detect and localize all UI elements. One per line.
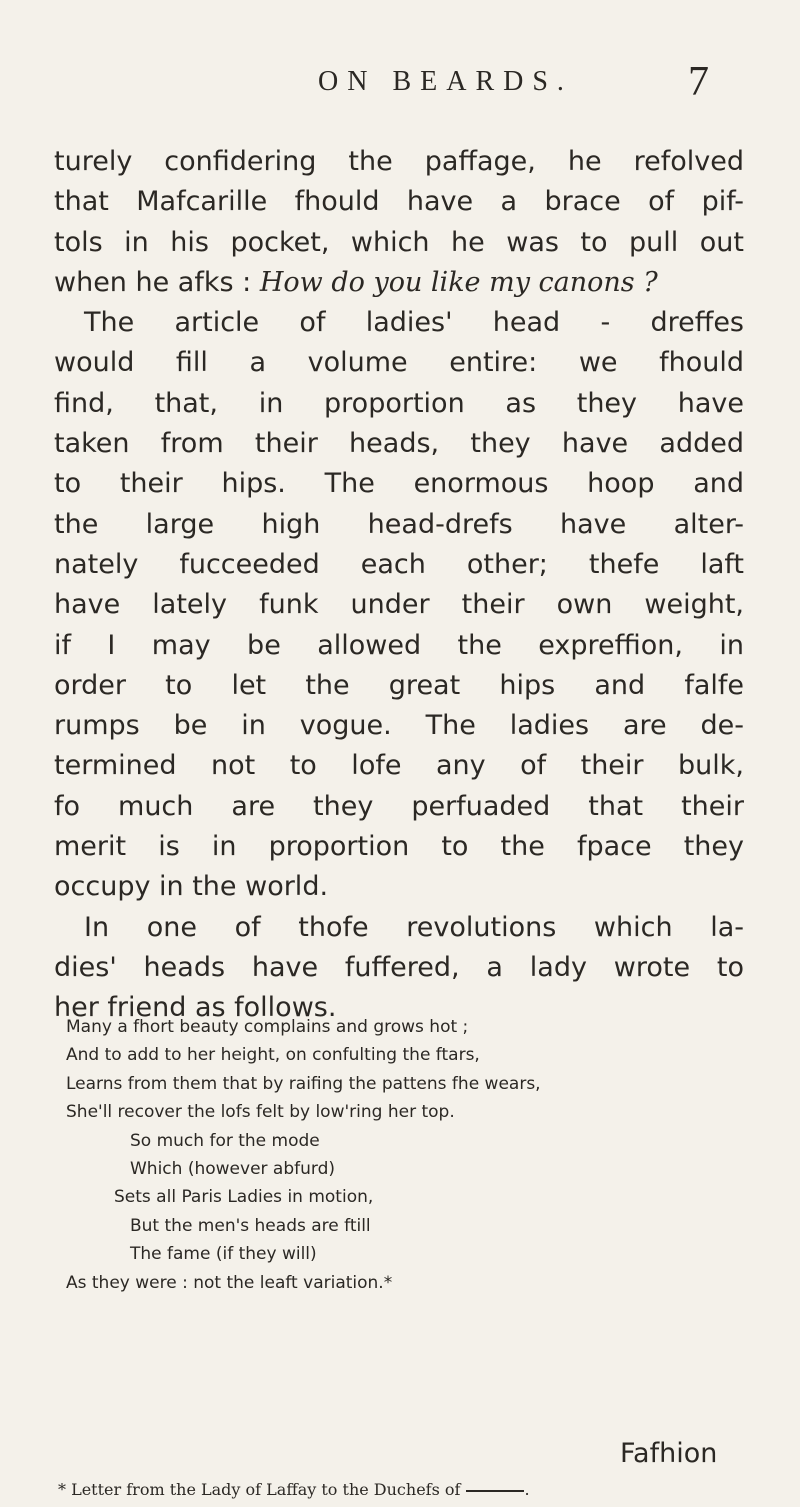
verse-line: Sets all Paris Ladies in motion, <box>114 1187 374 1208</box>
paragraph-start-line: In one of thofe revolutions which la- <box>84 911 744 943</box>
text-line: that Mafcarille fhould have a brace of pif- <box>54 186 744 218</box>
verse-line: So much for the mode <box>130 1130 320 1151</box>
text-line: her friend as follows. <box>54 992 337 1024</box>
text-line: find, that, in proportion as they have <box>54 387 744 419</box>
verse-line: Many a fhort beauty complains and grows hot ; <box>66 1017 469 1037</box>
catchword: Fafhion <box>620 1438 718 1469</box>
verse-line: As they were : not the leaft variation.* <box>66 1272 393 1293</box>
verse-line: Which (however abfurd) <box>130 1159 335 1180</box>
text-line: taken from their heads, they have added <box>54 428 744 460</box>
footnote-text: * Letter from the Lady of Laffay to the Duchefs of <box>58 1480 461 1499</box>
paragraph-start-line: The article of ladies' head - dreffes <box>84 307 744 339</box>
text-line: nately fucceeded each other; thefe laft <box>54 548 744 580</box>
text-line: rumps be in vogue. The ladies are de- <box>54 710 744 742</box>
text-line: termined not to lofe any of their bulk, <box>54 750 744 782</box>
text-line: order to let the great hips and falfe <box>54 669 744 701</box>
text-line-with-quote <box>54 263 744 303</box>
text-line: the large high head-drefs have alter- <box>54 508 744 540</box>
body-text <box>54 142 744 1029</box>
text-line: turely confidering the paffage, he refolved <box>54 146 744 177</box>
text-line: tols in his pocket, which he was to pull out <box>54 226 744 258</box>
verse-line: And to add to her height, on confulting the ftars, <box>66 1045 480 1066</box>
text-line: have lately funk under their own weight, <box>54 589 744 621</box>
text-line: would fill a volume entire: we fhould <box>54 347 744 379</box>
text-line: to their hips. The enormous hoop and <box>54 468 744 500</box>
verse-block <box>66 1013 756 1297</box>
footnote: * Letter from the Lady of Laffay to the Duchefs of . <box>58 1480 530 1499</box>
verse-line: The fame (if they will) <box>130 1244 317 1265</box>
running-title: ON BEARDS. <box>318 66 573 97</box>
verse-line: Learns from them that by raifing the pattens fhe wears, <box>66 1073 541 1094</box>
text-line: merit is in proportion to the fpace they <box>54 831 744 863</box>
footnote-rule <box>466 1490 524 1492</box>
running-head <box>0 58 800 108</box>
text-line: occupy in the world. <box>54 871 329 903</box>
text-line-prefix: when he afks : <box>54 266 260 298</box>
page-number: 7 <box>688 59 709 105</box>
text-line: if I may be allowed the expreffion, in <box>54 629 744 661</box>
italic-quote: How do you like my canons ? <box>259 266 658 298</box>
text-line: fo much are they perfuaded that their <box>54 790 744 822</box>
verse-line: She'll recover the lofs felt by low'ring her top. <box>66 1102 455 1123</box>
verse-line: But the men's heads are ftill <box>130 1215 371 1236</box>
text-line: dies' heads have fuffered, a lady wrote to <box>54 951 744 983</box>
